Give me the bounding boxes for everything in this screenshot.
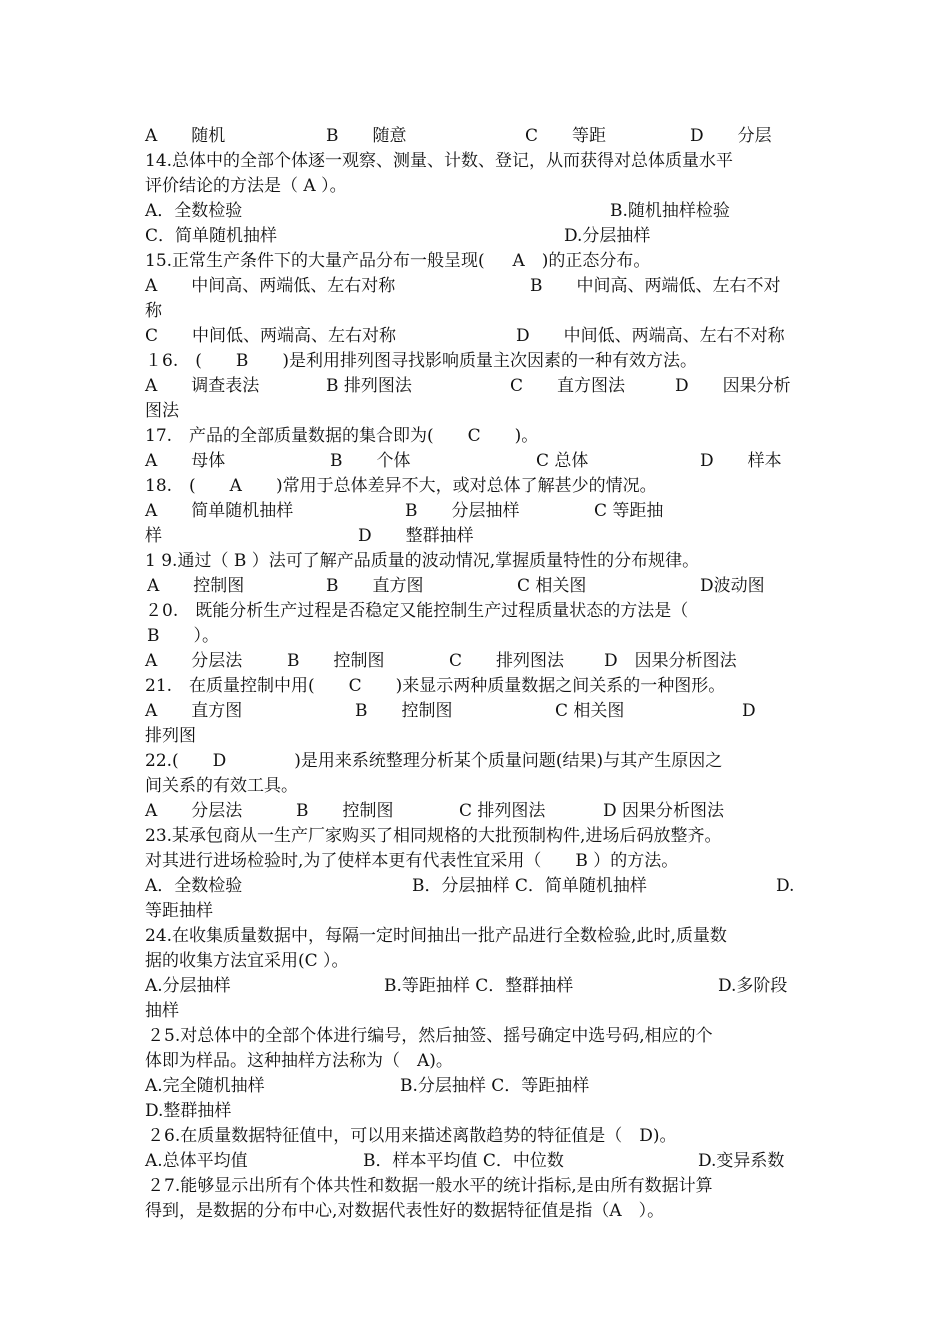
option-b: B 中间高、两端低、左右不对 xyxy=(530,276,781,296)
option-a: A 母体 xyxy=(145,451,226,471)
option-continuation: 图法 xyxy=(145,401,179,421)
option-a: A 调查表法 xyxy=(145,376,260,396)
option-d: D 因果分析图法 xyxy=(604,651,737,671)
question-16 xyxy=(0,349,950,374)
option-a: A 控制图 xyxy=(147,576,245,596)
question-23 xyxy=(0,824,950,849)
question-27 xyxy=(0,1174,950,1199)
option-b: B 控制图 xyxy=(287,651,385,671)
question-text: B ）。 xyxy=(147,626,219,646)
question-text: 间关系的有效工具。 xyxy=(145,776,298,796)
text-line xyxy=(0,499,950,524)
option-a: A 直方图 xyxy=(145,701,243,721)
question-24 xyxy=(0,924,950,949)
option-d: D xyxy=(742,701,756,721)
question-14 xyxy=(0,149,950,174)
option-a: A 分层法 xyxy=(145,651,243,671)
question-text: 得到，是数据的分布中心,对数据代表性好的数据特征值是指（A ）。 xyxy=(145,1201,665,1221)
option-d: D 整群抽样 xyxy=(358,526,474,546)
option-b: B 分层抽样 xyxy=(405,501,520,521)
option-d: D.多阶段 xyxy=(718,976,788,996)
question-text: 对其进行进场检验时,为了使样本更有代表性宜采用（ B ）的方法。 xyxy=(145,851,679,871)
question-20 xyxy=(0,599,950,624)
option-b: B.等距抽样 C．整群抽样 xyxy=(384,976,574,996)
question-text: 18. ( A )常用于总体差异不大，或对总体了解甚少的情况。 xyxy=(145,476,657,496)
text-line xyxy=(0,874,950,899)
option-a: A 简单随机抽样 xyxy=(145,501,294,521)
option-b: B 随意 xyxy=(326,126,407,146)
question-25 xyxy=(0,1024,950,1049)
option-a: A.分层抽样 xyxy=(145,976,231,996)
option-continuation: 等距抽样 xyxy=(145,901,213,921)
option-c: C 排列图法 xyxy=(459,801,546,821)
text-line xyxy=(0,224,950,249)
option-c: C 中间低、两端高、左右对称 xyxy=(145,326,397,346)
option-d: D 中间低、两端高、左右不对称 xyxy=(516,326,785,346)
option-b: B 排列图法 xyxy=(326,376,412,396)
option-a: A 随机 xyxy=(145,126,226,146)
text-line xyxy=(0,374,950,399)
option-b: B.随机抽样检验 xyxy=(610,201,730,221)
option-b: B.分层抽样 C．等距抽样 xyxy=(400,1076,590,1096)
option-d: D波动图 xyxy=(700,576,765,596)
option-a: A．全数检验 xyxy=(145,876,243,896)
option-d: D 分层 xyxy=(690,126,772,146)
option-a: A 分层法 xyxy=(145,801,243,821)
option-b: B 个体 xyxy=(330,451,411,471)
option-d: D 样本 xyxy=(700,451,782,471)
text-line xyxy=(0,849,950,874)
option-c: C 排列图法 xyxy=(449,651,565,671)
question-19 xyxy=(0,549,950,574)
question-text: 21. 在质量控制中用( C )来显示两种质量数据之间关系的一种图形。 xyxy=(145,676,726,696)
text-line xyxy=(0,1049,950,1074)
text-line xyxy=(0,1149,950,1174)
option-c: C 相关图 xyxy=(517,576,587,596)
question-text: ２7.能够显示出所有个体共性和数据一般水平的统计指标,是由所有数据计算 xyxy=(147,1176,713,1196)
option-d: D. xyxy=(776,876,795,896)
text-line xyxy=(0,724,950,749)
text-line xyxy=(0,174,950,199)
text-line xyxy=(0,949,950,974)
question-text: 1 9.通过（ B ）法可了解产品质量的波动情况,掌握质量特性的分布规律。 xyxy=(145,551,700,571)
option-continuation: 排列图 xyxy=(145,726,196,746)
option-a: A.完全随机抽样 xyxy=(145,1076,265,1096)
option-b: B 控制图 xyxy=(355,701,453,721)
question-text: 体即为样品。这种抽样方法称为（ A)。 xyxy=(145,1051,453,1071)
option-d: D 因果分析图法 xyxy=(603,801,725,821)
text-line xyxy=(0,624,950,649)
text-line xyxy=(0,1199,950,1224)
question-text: 15.正常生产条件下的大量产品分布一般呈现( A )的正态分布。 xyxy=(145,251,651,271)
option-d: D.分层抽样 xyxy=(564,226,651,246)
text-line xyxy=(0,274,950,299)
text-line xyxy=(0,974,950,999)
option-continuation: 称 xyxy=(145,301,162,321)
text-line xyxy=(0,999,950,1024)
question-17 xyxy=(0,424,950,449)
question-text: 据的收集方法宜采用(C ）。 xyxy=(145,951,349,971)
question-text: 22.( D )是用来系统整理分析某个质量问题(结果)与其产生原因之 xyxy=(145,751,723,771)
option-d: D 因果分析 xyxy=(675,376,791,396)
question-text: 24.在收集质量数据中，每隔一定时间抽出一批产品进行全数检验,此时,质量数 xyxy=(145,926,727,946)
text-line xyxy=(0,449,950,474)
question-18 xyxy=(0,474,950,499)
option-b: B．分层抽样 C．简单随机抽样 xyxy=(412,876,647,896)
text-line xyxy=(0,649,950,674)
text-line xyxy=(0,799,950,824)
option-c: C 总体 xyxy=(536,451,589,471)
option-d: D.整群抽样 xyxy=(145,1101,232,1121)
question-text: 23.某承包商从一生产厂家购买了相同规格的大批预制构件,进场后码放整齐。 xyxy=(145,826,722,846)
text-line xyxy=(0,324,950,349)
question-text: 17. 产品的全部质量数据的集合即为( C )。 xyxy=(145,426,539,446)
option-a: A.总体平均值 xyxy=(145,1151,248,1171)
text-line xyxy=(0,299,950,324)
option-b: B．样本平均值 C．中位数 xyxy=(363,1151,564,1171)
question-text: ２0. 既能分析生产过程是否稳定又能控制生产过程质量状态的方法是（ xyxy=(145,601,689,621)
question-text: 评价结论的方法是（ A ）。 xyxy=(145,176,347,196)
option-a: A．全数检验 xyxy=(145,201,243,221)
question-text: ２6.在质量数据特征值中，可以用来描述离散趋势的特征值是（ D)。 xyxy=(147,1126,677,1146)
option-c: C．简单随机抽样 xyxy=(145,226,278,246)
option-continuation: 抽样 xyxy=(145,1001,179,1021)
question-text: １6. ( B )是利用排列图寻找影响质量主次因素的一种有效方法。 xyxy=(145,351,697,371)
text-line xyxy=(0,899,950,924)
text-line xyxy=(0,524,950,549)
text-line xyxy=(0,699,950,724)
option-continuation: 样 xyxy=(145,526,162,546)
option-b: B 直方图 xyxy=(326,576,424,596)
question-text: ２5.对总体中的全部个体进行编号，然后抽签、摇号确定中选号码,相应的个 xyxy=(147,1026,713,1046)
option-a: A 中间高、两端低、左右对称 xyxy=(145,276,396,296)
text-line xyxy=(0,574,950,599)
text-line xyxy=(0,124,950,149)
question-text: 14.总体中的全部个体逐一观察、测量、计数、登记，从而获得对总体质量水平 xyxy=(145,151,734,171)
text-line xyxy=(0,1099,950,1124)
question-26 xyxy=(0,1124,950,1149)
text-line xyxy=(0,399,950,424)
option-c: C 等距 xyxy=(525,126,607,146)
text-line xyxy=(0,774,950,799)
option-d: D.变异系数 xyxy=(698,1151,785,1171)
option-c: C 等距抽 xyxy=(594,501,664,521)
option-c: C 直方图法 xyxy=(510,376,626,396)
option-b: B 控制图 xyxy=(296,801,394,821)
question-21 xyxy=(0,674,950,699)
question-15 xyxy=(0,249,950,274)
option-c: C 相关图 xyxy=(555,701,625,721)
text-line xyxy=(0,1074,950,1099)
question-22 xyxy=(0,749,950,774)
text-line xyxy=(0,199,950,224)
